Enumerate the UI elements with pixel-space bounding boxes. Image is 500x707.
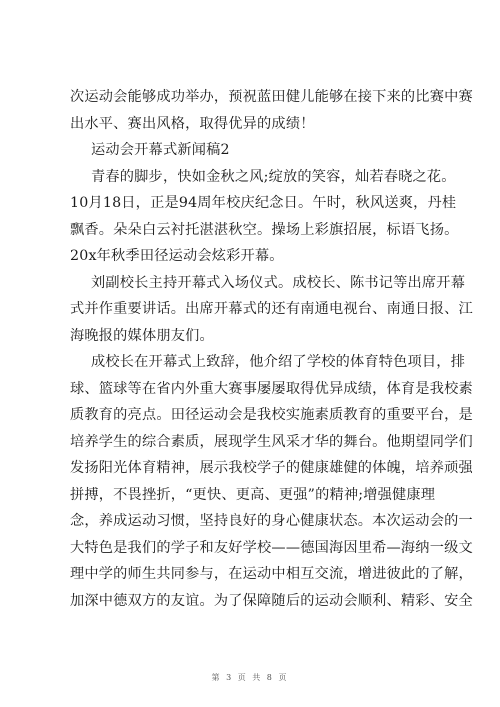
text-line: 青春的脚步，快如金秋之风;绽放的笑容，灿若春晓之花。 (91, 168, 456, 185)
text-line: 10月18日，正是94周年校庆纪念日。午时，秋风送爽，丹桂 (70, 195, 457, 211)
text-line: 拼搏，不畏挫折，“更快、更高、更强”的精神;增强健康理 (70, 486, 436, 503)
text-line: 成校长在开幕式上致辞，他介绍了学校的体育特色项目，排 (91, 354, 466, 370)
text-line: 理中学的师生共同参与，在运动中相互交流，增进彼此的了解， (70, 566, 473, 582)
text-line: 次运动会能够成功举办，预祝蓝田健儿能够在接下来的比赛中赛 (70, 89, 473, 105)
text-line: 海晚报的媒体朋友们。 (70, 327, 214, 344)
text-line: 培养学生的综合素质，展现学生风采才华的舞台。他期望同学们 (70, 433, 473, 450)
text-line: 质教育的亮点。田径运动会是我校实施素质教育的重要平台，是 (70, 407, 473, 423)
page-number-footer: 第 3 页 共 8 页 (211, 673, 289, 682)
text-line: 飘香。朵朵白云衬托湛湛秋空。操场上彩旗招展，标语飞扬。 (70, 221, 459, 238)
document-body (70, 84, 473, 614)
text-line: 刘副校长主持开幕式入场仪式。成校长、陈书记等出席开幕 (91, 274, 466, 291)
text-line: 20x年秋季田径运动会炫彩开幕。 (70, 248, 284, 264)
text-line: 式并作重要讲话。出席开幕式的还有南通电视台、南通日报、江 (70, 301, 473, 317)
text-line: 出水平、赛出风格，取得优异的成绩！ (70, 115, 315, 132)
text-line: 念，养成运动习惯，坚持良好的身心健康状态。本次运动会的一 (70, 513, 473, 529)
text-line: 发扬阳光体育精神，展示我校学子的健康雄健的体魄，培养顽强 (70, 460, 473, 476)
text-line: 加深中德双方的友谊。为了保障随后的运动会顺利、精彩、安全 (70, 592, 473, 609)
text-line: 大特色是我们的学子和友好学校——德国海因里希—海纳一级文 (70, 539, 473, 556)
text-line: 球、篮球等在省内外重大赛事屡屡取得优异成绩，体育是我校素 (70, 380, 473, 397)
section-title: 运动会开幕式新闻稿2 (91, 142, 230, 158)
